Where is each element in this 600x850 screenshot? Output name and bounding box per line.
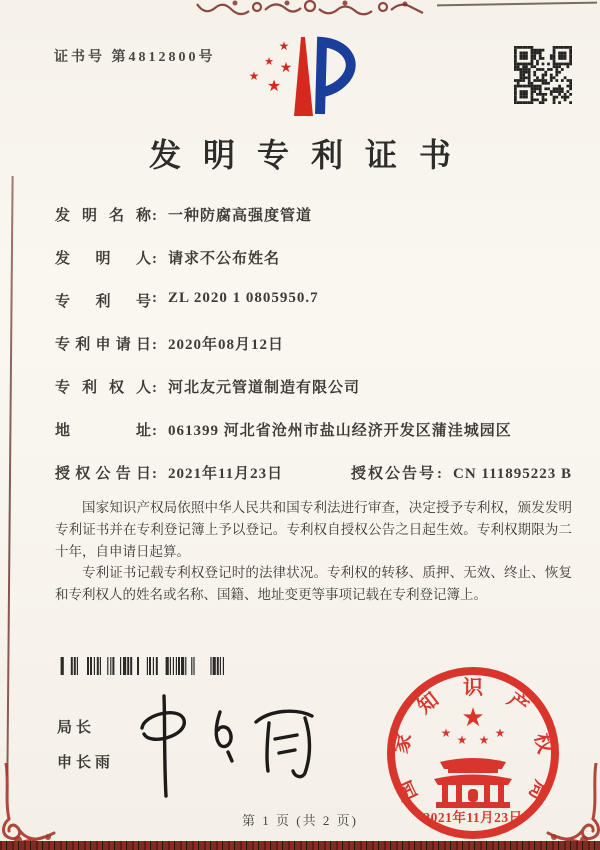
field-colon: :: [152, 251, 157, 267]
svg-text:家: 家: [389, 731, 416, 756]
field-label: 地址: [55, 423, 151, 439]
qr-code-icon: [514, 46, 572, 104]
field-label: 发明名称: [55, 208, 151, 224]
page-edge-line-top: [437, 2, 597, 7]
svg-text:★: ★: [478, 733, 490, 747]
svg-text:权: 权: [530, 731, 557, 756]
field-inventor: [55, 247, 575, 268]
svg-text:产: 产: [502, 688, 533, 719]
ornamental-border-top: [195, 0, 425, 16]
field-value: 2021年11月23日: [168, 466, 284, 482]
field-grant-date: [55, 462, 351, 483]
ornamental-border-bottom: [0, 841, 600, 850]
svg-text:★: ★: [440, 726, 452, 740]
field-address: [55, 419, 575, 440]
corner-ornament-bottom-left: [0, 763, 70, 850]
legal-paragraph-2: 专利证书记载专利权登记时的法律状况。专利权的转移、质押、无效、终止、恢复和专利权人的姓名或名称、国籍、地址变更等事项记载在专利登记簿上。: [55, 565, 572, 603]
barcode-icon: [52, 657, 227, 675]
certificate-title: 发明专利证书: [148, 137, 473, 173]
svg-text:国: 国: [393, 776, 422, 805]
field-value: CN 111895223 B: [453, 466, 573, 482]
seal-date: 2021年11月23日: [423, 810, 523, 825]
field-patent-number: [55, 290, 575, 311]
field-label: 专利申请日: [55, 337, 151, 353]
svg-text:★: ★: [494, 726, 506, 740]
legal-text: [55, 497, 572, 606]
certificate-fields: [55, 204, 575, 505]
page-footer: 第 1 页 (共 2 页): [242, 813, 358, 828]
field-grant-number: [351, 462, 572, 483]
field-patentee: [55, 376, 575, 397]
field-label: 发明人: [55, 251, 151, 267]
field-colon: :: [152, 423, 157, 439]
svg-text:★: ★: [456, 733, 468, 747]
field-filing-date: [55, 333, 575, 354]
field-label: 授权公告日: [55, 466, 151, 482]
field-value: 一种防腐高强度管道: [168, 208, 313, 224]
certificate-number: 证书号 第4812800号: [54, 50, 216, 65]
field-colon: :: [152, 337, 157, 353]
commissioner-title: 局长: [57, 720, 96, 736]
commissioner-name: 申长雨: [57, 755, 115, 771]
field-value: 2020年08月12日: [168, 337, 285, 353]
field-label: 专利号: [55, 294, 151, 310]
svg-text:★: ★: [461, 703, 485, 732]
field-value: 061399 河北省沧州市盐山经济开发区蒲洼城园区: [168, 423, 512, 439]
svg-text:★: ★: [279, 60, 293, 76]
svg-text:★: ★: [264, 55, 274, 68]
svg-text:局: 局: [524, 776, 553, 805]
field-colon: :: [152, 380, 157, 396]
svg-text:★: ★: [248, 69, 260, 83]
svg-text:★: ★: [266, 76, 282, 95]
field-invention-name: [55, 204, 575, 225]
field-value: 河北友元管道制造有限公司: [168, 380, 361, 396]
corner-ornament-bottom-right: [532, 763, 600, 850]
field-value: 请求不公布姓名: [168, 251, 281, 267]
field-label: 授权公告号: [351, 466, 437, 482]
field-label: 专利权人: [55, 380, 151, 396]
svg-text:知: 知: [413, 688, 444, 719]
svg-text:★: ★: [278, 39, 290, 53]
field-colon: :: [437, 466, 443, 482]
svg-text:识: 识: [463, 677, 483, 699]
field-colon: :: [152, 466, 157, 482]
seal-emblem: [441, 703, 506, 747]
patent-office-logo-icon: [238, 34, 372, 128]
page-edge-line-left: [6, 176, 13, 776]
field-grant-row: [55, 462, 575, 483]
signature-handwriting-icon: [128, 690, 333, 804]
field-value: ZL 2020 1 0805950.7: [168, 290, 319, 306]
legal-paragraph-1: 国家知识产权局依照中华人民共和国专利法进行审查，决定授予专利权，颁发发明专利证书并在专利登记簿上予以登记。专利权自授权公告之日起生效。专利权期限为二十年，自申请日起算。: [55, 500, 572, 559]
field-colon: :: [152, 290, 157, 306]
field-colon: :: [152, 208, 157, 224]
